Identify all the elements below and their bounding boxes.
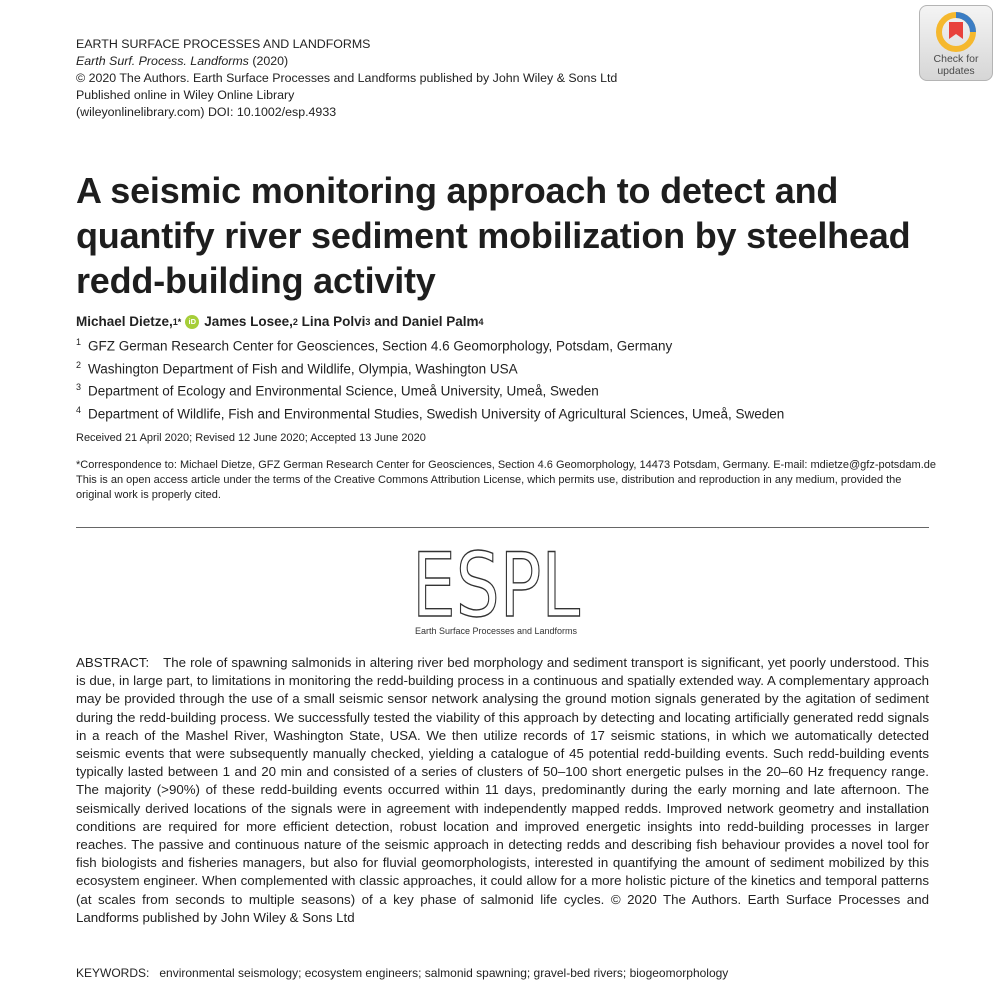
- divider: [76, 527, 929, 528]
- affiliation-item: [76, 401, 784, 424]
- crossmark-icon: [936, 12, 976, 52]
- journal-name: EARTH SURFACE PROCESSES AND LANDFORMS: [76, 37, 371, 51]
- correspondence-text: *Correspondence to: Michael Dietze, GFZ German Research Center for Geosciences, Section 4.6 Geomorphology, 14473 Potsdam, Germany. E-mail: mdietze@gfz-potsdam.de: [76, 459, 936, 471]
- doi-line: (wileyonlinelibrary.com) DOI: 10.1002/esp.4933: [76, 105, 337, 119]
- check-updates-line1: Check for: [933, 53, 979, 65]
- espl-logo-mark: [406, 540, 586, 624]
- affiliation-number: 2: [76, 359, 82, 370]
- article-title: A seismic monitoring approach to detect and quantify river sediment mobilization by steelhead redd-building activity: [76, 170, 911, 301]
- keywords-label: KEYWORDS:: [76, 966, 150, 980]
- author-2[interactable]: James Losee,: [204, 314, 293, 329]
- affiliation-item: [76, 356, 784, 379]
- license-text: This is an open access article under the terms of the Creative Commons Attribution License, which permits use, distribution and reproduction in any medium, provided the original work is properly cited.: [76, 474, 902, 501]
- author-3[interactable]: Lina Polvi: [301, 314, 366, 329]
- affiliation-item: [76, 378, 784, 401]
- logo-subtitle: Earth Surface Processes and Landforms: [414, 626, 578, 636]
- keywords: [76, 966, 728, 980]
- logo-text: ESPL: [412, 540, 580, 624]
- author-1-sup: 1*: [172, 316, 182, 327]
- affiliation-text: Washington Department of Fish and Wildlife, Olympia, Washington USA: [88, 361, 518, 376]
- affiliation-text: GFZ German Research Center for Geosciences, Section 4.6 Geomorphology, Potsdam, Germany: [88, 338, 673, 354]
- journal-year: (2020): [252, 54, 289, 68]
- abstract-text: The role of spawning salmonids in altering river bed morphology and sediment transport is significant, yet poorly understood. This is due, in large part, to limitations in monitoring the redd-building process in a continuous and spatially extended way. A complementary approach may be provided through the use of a small seismic sensor network analysing the ground motion signals generated by the agitation of sediment during the redd-building process. We successfully tested the viability of this approach by detecting and locating artificially generated redd signals in a reach of the Mashel River, Washington State, USA. We then utilize records of 17 seismic stations, in which we automatically detected seismic events that were subsequently manually checked, yielding a catalogue of 45 potential redd-building events. Such redd-building events typically lasted between 1 and 20 min and consisted of a series of clusters of 50–100 short energetic pulses in the 20–60 Hz frequency range. The majority (>90%) of these redd-building events occurred within 11 days, predominantly during the early morning and late afternoon. The seismically derived locations of the signals were in agreement with independently mapped redds. Improved network geometry and installation conditions are required for more efficient detection, robust location and improved energetic insights into redd-building processes in larger reaches. The passive and continuous nature of the seismic approach in detecting redds and describing fish behaviour provides a novel tool for fish biologists and fisheries managers, but also for fluvial geomorphologists, interested in quantifying the amount of sediment mobilized by this ecosystem engineer. When complemented with classic approaches, it could allow for a more holistic picture of the kinetics and temporal patterns (at scales from seconds to multiple seasons) of a key phase of salmonid life cycles. © 2020 The Authors. Earth Surface Processes and Landforms published by John Wiley & Sons Ltd: [76, 655, 929, 925]
- journal-abbrev: Earth Surf. Process. Landforms: [76, 54, 249, 68]
- affiliations: [76, 333, 784, 423]
- keywords-text: environmental seismology; ecosystem engineers; salmonid spawning; gravel-bed rivers; biogeomorphology: [159, 966, 729, 980]
- espl-logo: [406, 540, 586, 636]
- author-list: [76, 314, 484, 329]
- journal-citation: [76, 53, 617, 70]
- author-3-sup: 3: [365, 316, 371, 327]
- affiliation-text: Department of Wildlife, Fish and Environmental Studies, Swedish University of Agricultural Sciences, Umeå, Sweden: [88, 406, 785, 421]
- author-2-sup: 2: [292, 316, 298, 327]
- affiliation-item: [76, 333, 784, 356]
- correspondence-block: [76, 458, 936, 503]
- journal-header: [76, 36, 617, 121]
- orcid-icon[interactable]: iD: [185, 315, 199, 329]
- author-1[interactable]: Michael Dietze,: [76, 314, 173, 329]
- affiliation-number: 1: [76, 337, 82, 347]
- affiliation-number: 4: [76, 404, 82, 415]
- abstract: [76, 654, 929, 927]
- affiliation-text: Department of Ecology and Environmental Science, Umeå University, Umeå, Sweden: [88, 383, 599, 399]
- author-4-sup: 4: [478, 316, 484, 327]
- check-updates-line2: updates: [937, 65, 975, 77]
- published-line: Published online in Wiley Online Library: [76, 88, 295, 102]
- article-dates: Received 21 April 2020; Revised 12 June 2020; Accepted 13 June 2020: [76, 432, 426, 444]
- copyright-line: © 2020 The Authors. Earth Surface Processes and Landforms published by John Wiley & Sons Ltd: [76, 71, 618, 85]
- abstract-label: ABSTRACT:: [76, 655, 150, 670]
- affiliation-number: 3: [76, 382, 82, 392]
- check-for-updates-button[interactable]: [919, 5, 993, 81]
- author-4[interactable]: and Daniel Palm: [374, 314, 479, 329]
